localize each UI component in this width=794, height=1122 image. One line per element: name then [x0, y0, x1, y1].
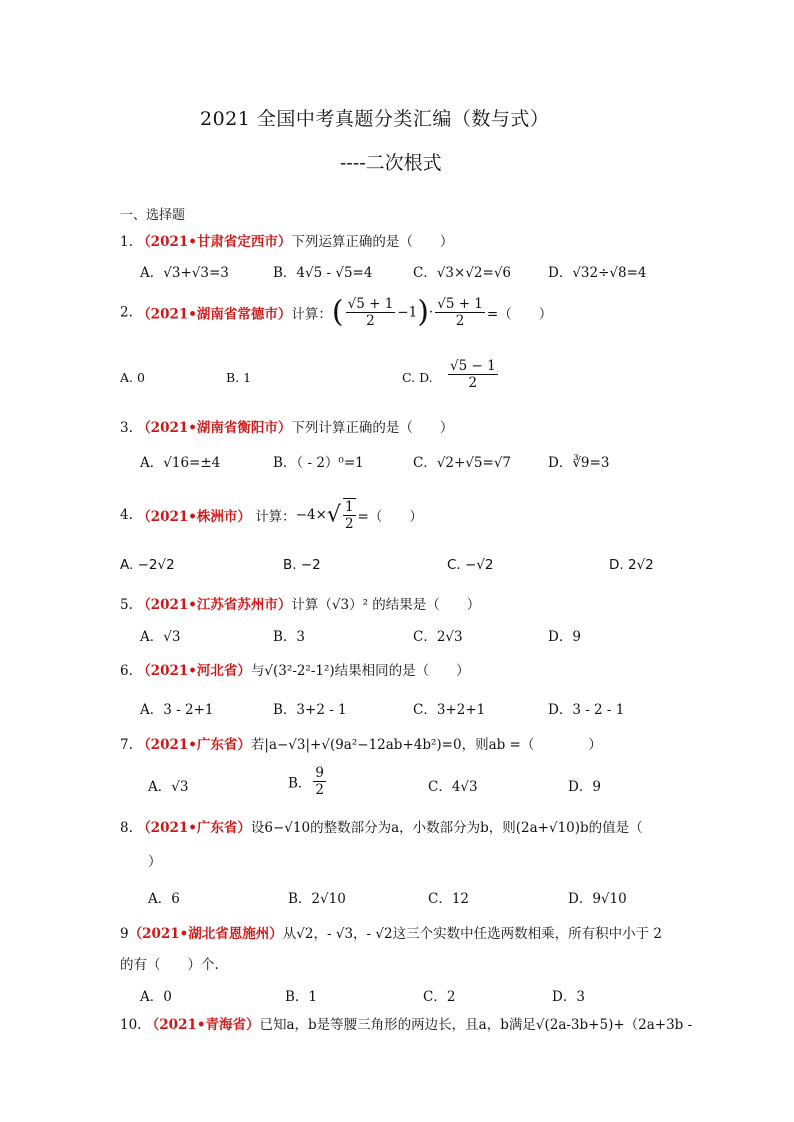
section-heading: 一、选择题: [120, 208, 186, 223]
option-label: B．: [288, 775, 312, 792]
question-number: 7.: [120, 737, 133, 753]
multiply-dot: ·: [428, 304, 434, 321]
q8-option-c: C．12: [428, 891, 470, 907]
q6-option-b: B．3+2 - 1: [273, 702, 347, 718]
q1-option-b: B．4√5 - √5=4: [273, 265, 373, 281]
fraction-2-denominator: 2: [455, 313, 465, 329]
question-source: （2021•湖南省衡阳市）: [137, 420, 292, 436]
q2-option-cd: C. D.: [402, 370, 433, 385]
q4-option-b: B. −2: [283, 557, 321, 573]
q8-option-b: B．2√10: [288, 891, 346, 907]
q8-option-a: A．6: [148, 891, 180, 907]
q6-option-a: A．3 - 2+1: [140, 702, 214, 718]
question-number: 5.: [120, 597, 133, 613]
q2-option-a: A. 0: [120, 370, 145, 385]
fraction-denominator: 2: [468, 375, 478, 391]
q9-option-a: A．0: [140, 989, 172, 1005]
question-number: 9: [120, 926, 129, 942]
question-5: [120, 593, 480, 613]
question-7: [120, 733, 602, 753]
q4-option-d: D. 2√2: [609, 557, 654, 573]
fraction-numerator: 1: [344, 499, 354, 515]
question-lead: 计算：: [255, 509, 296, 525]
question-text: 与√(3²-2²-1²)结果相同的是（ ）: [250, 663, 470, 679]
q6-option-d: D．3 - 2 - 1: [548, 702, 625, 718]
question-4: [120, 498, 423, 532]
question-number: 10.: [120, 1017, 142, 1033]
q3-option-c: C．√2+√5=√7: [413, 455, 512, 471]
q3-option-d: D．∛9=3: [548, 455, 610, 471]
q7-option-b: [288, 765, 328, 798]
minus-one: −1: [397, 304, 418, 321]
q5-option-c: C．2√3: [413, 629, 463, 645]
fraction: [346, 296, 396, 329]
question-1: [120, 230, 453, 250]
question-text: 设6−√10的整数部分为a，小数部分为b，则(2a+√10)b的值是（: [250, 820, 643, 836]
question-source: （2021•株洲市）: [137, 509, 251, 525]
question-number: 4.: [120, 507, 133, 523]
question-number: 1.: [120, 234, 133, 250]
question-source: （2021•广东省）: [137, 737, 251, 753]
q3-option-b: B．（ - 2）⁰=1: [273, 455, 364, 471]
question-2: [120, 296, 552, 346]
q2-option-d-fraction: [446, 358, 500, 391]
question-number: 8.: [120, 820, 133, 836]
fraction: [448, 358, 498, 391]
expression: −4×: [295, 507, 327, 523]
question-8: [120, 816, 643, 836]
question-number: 6.: [120, 663, 133, 679]
q1-option-c: C．√3×√2=√6: [413, 265, 512, 281]
question-number: 3.: [120, 420, 133, 436]
fraction-denominator: 2: [366, 313, 375, 329]
question-lead: 计算：: [291, 306, 332, 323]
question-3: [120, 416, 453, 436]
q7-option-c: C．4√3: [428, 779, 478, 795]
fraction-numerator: √5 − 1: [450, 358, 496, 374]
fraction: [313, 765, 326, 798]
fraction-denominator: 2: [344, 516, 354, 532]
question-9: [120, 922, 662, 942]
q2-option-b: B. 1: [226, 370, 252, 385]
q1-option-d: D．√32÷√8=4: [548, 265, 647, 281]
fraction-2: [435, 296, 485, 329]
question-9-continued: 的有（ ）个.: [120, 957, 219, 973]
q7-option-a: A．√3: [148, 779, 189, 795]
right-paren: ): [417, 294, 429, 330]
fraction-numerator: 9: [315, 765, 325, 781]
question-source: （2021•青海省）: [145, 1017, 260, 1033]
q5-option-a: A．√3: [140, 629, 181, 645]
q5-option-d: D．9: [548, 629, 581, 645]
question-source: （2021•广东省）: [137, 820, 251, 836]
q3-option-a: A．√16=±4: [140, 455, 221, 471]
fraction: [343, 498, 356, 532]
question-source: （2021•江苏省苏州市）: [137, 597, 292, 613]
radical-sign: √: [326, 502, 341, 528]
question-source: （2021•湖南省常德市）: [137, 306, 292, 323]
question-text: 从√2，- √3，- √2这三个实数中任选两数相乘，所有积中小于 2: [282, 926, 662, 942]
question-source: （2021•湖北省恩施州）: [128, 926, 283, 942]
question-source: （2021•河北省）: [137, 663, 251, 679]
left-paren: (: [331, 294, 344, 330]
fraction-denominator: 2: [315, 782, 325, 798]
question-8-continued: ）: [148, 854, 162, 870]
question-6: [120, 659, 470, 679]
q9-option-c: C．2: [423, 989, 456, 1005]
question-tail: =（ ）: [357, 509, 423, 525]
document-subtitle: ----二次根式: [340, 152, 442, 174]
q9-option-b: B．1: [285, 989, 318, 1005]
question-number: 2.: [120, 304, 133, 321]
q6-option-c: C．3+2+1: [413, 702, 486, 718]
question-text: 下列计算正确的是（ ）: [291, 420, 454, 436]
question-source: （2021•甘肃省定西市）: [137, 234, 292, 250]
question-10: [120, 1013, 692, 1033]
q1-option-a: A．√3+√3=3: [140, 265, 229, 281]
q5-option-b: B．3: [273, 629, 306, 645]
fraction-numerator: √5 + 1: [347, 296, 394, 312]
question-tail: =（ ）: [486, 306, 553, 323]
question-text: 若|a−√3|+√(9a²−12ab+4b²)=0，则ab =（ ）: [250, 737, 602, 753]
q4-option-a: A. −2√2: [120, 557, 175, 573]
fraction-2-numerator: √5 + 1: [437, 296, 483, 312]
question-text: 计算（√3）² 的结果是（ ）: [291, 597, 481, 613]
q4-option-c: C. −√2: [447, 557, 494, 573]
question-text: 已知a，b是等腰三角形的两边长，且a，b满足√(2a-3b+5)+（2a+3b -: [259, 1017, 693, 1033]
document-title: 2021 全国中考真题分类汇编（数与式）: [200, 108, 550, 130]
question-text: 下列运算正确的是（ ）: [291, 234, 454, 250]
q8-option-d: D．9√10: [568, 891, 627, 907]
q9-option-d: D．3: [552, 989, 585, 1005]
q7-option-d: D．9: [568, 779, 601, 795]
